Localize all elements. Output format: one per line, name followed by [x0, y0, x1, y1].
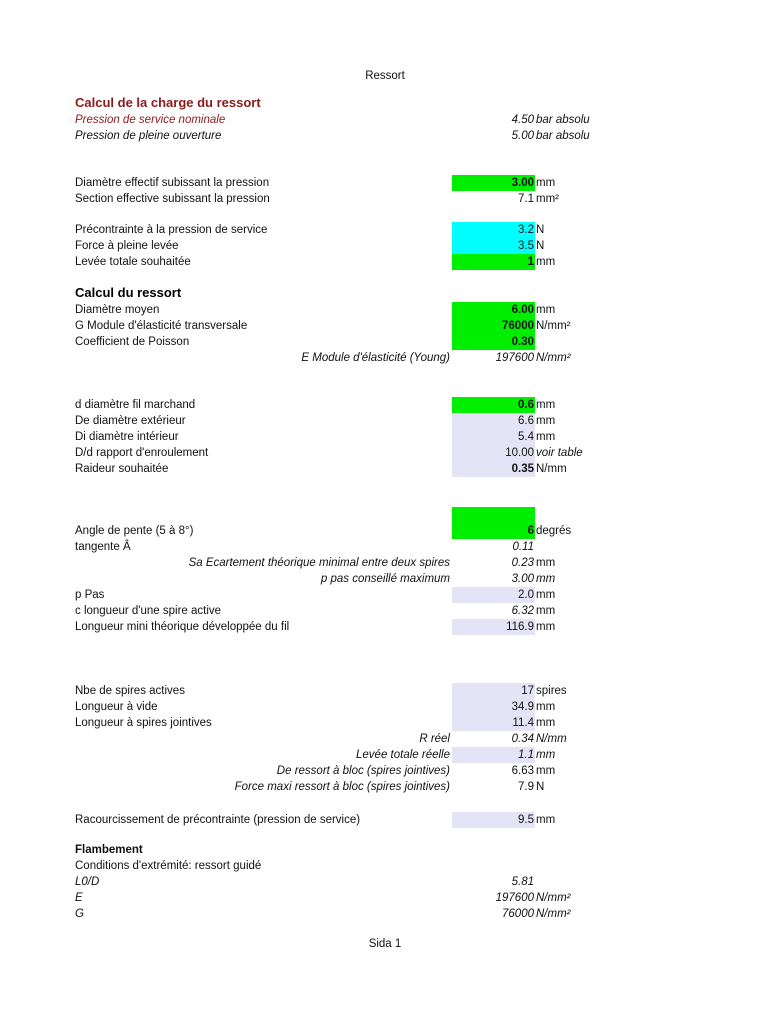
- row-value[interactable]: 6.6: [452, 413, 535, 429]
- row-label: Longueur à vide: [75, 701, 158, 713]
- row-pas: [75, 587, 675, 603]
- row-unit: mm: [536, 605, 556, 617]
- row-levee-reelle: [75, 747, 675, 763]
- row-unit: N/mm: [536, 733, 567, 745]
- row-unit: N/mm²: [536, 892, 571, 904]
- row-value[interactable]: 7.9: [518, 781, 534, 793]
- row-longueur-spire: [75, 603, 675, 619]
- row-label: Raideur souhaitée: [75, 463, 169, 475]
- row-r-reel: [75, 731, 675, 747]
- row-label: Levée totale réelle: [356, 749, 450, 761]
- row-precontrainte: [75, 222, 675, 238]
- row-value[interactable]: 5.4: [452, 429, 535, 445]
- row-unit: N: [536, 224, 545, 236]
- row-label: Levée totale souhaitée: [75, 256, 191, 268]
- row-label: Longueur mini théorique développée du fil: [75, 621, 290, 633]
- row-sa: [75, 555, 675, 571]
- row-label: R réel: [419, 733, 450, 745]
- row-value[interactable]: 0.34: [511, 733, 534, 745]
- row-racourcissement: [75, 812, 675, 828]
- row-label: L0/D: [75, 876, 100, 888]
- row-longueur-vide: [75, 699, 675, 715]
- spreadsheet: [75, 92, 675, 922]
- row-label: Racourcissement de précontrainte (pression de service): [75, 814, 361, 826]
- row-unit: N/mm²: [536, 352, 571, 364]
- row-unit: mm: [536, 177, 556, 189]
- row-pression-service: [75, 112, 675, 128]
- row-unit: mm: [536, 557, 556, 569]
- row-raideur: [75, 461, 675, 477]
- row-unit: mm²: [536, 193, 559, 205]
- row-unit: mm: [536, 701, 556, 713]
- row-unit: mm: [536, 304, 556, 316]
- row-label: Angle de pente (5 à 8°): [75, 525, 194, 537]
- row-conditions: [75, 858, 675, 874]
- row-force-bloc: [75, 779, 675, 795]
- row-unit: mm: [536, 589, 556, 601]
- row-value[interactable]: 34.9: [452, 699, 535, 715]
- row-label: Longueur à spires jointives: [75, 717, 212, 729]
- row-label: Coefficient de Poisson: [75, 336, 190, 348]
- row-label: Diamètre moyen: [75, 304, 160, 316]
- row-unit: mm: [536, 415, 556, 427]
- row-e: [75, 890, 675, 906]
- row-value[interactable]: 1: [452, 254, 535, 270]
- row-unit: spires: [536, 685, 567, 697]
- row-label: D/d rapport d'enroulement: [75, 447, 209, 459]
- row-value[interactable]: 0.35: [452, 461, 535, 477]
- section-title-flambement: [75, 842, 675, 858]
- row-unit: mm: [536, 431, 556, 443]
- row-unit: voir table: [536, 447, 583, 459]
- row-unit: mm: [536, 573, 556, 585]
- section-title-text: Calcul de la charge du ressort: [75, 95, 261, 110]
- row-pression-pleine: [75, 128, 675, 144]
- row-label: Conditions d'extrémité: ressort guidé: [75, 860, 262, 872]
- row-value[interactable]: 9.5: [452, 812, 535, 828]
- row-label: d diamètre fil marchand: [75, 399, 196, 411]
- row-value[interactable]: 10.00: [452, 445, 535, 461]
- row-unit: mm: [536, 621, 556, 633]
- row-label: Force maxi ressort à bloc (spires jointives): [234, 781, 450, 793]
- row-value[interactable]: 76000: [502, 908, 534, 920]
- page-footer: Sida 1: [368, 938, 402, 950]
- row-value[interactable]: 3.00: [452, 175, 535, 191]
- row-value[interactable]: 5.00: [511, 130, 534, 142]
- row-value[interactable]: 11.4: [452, 715, 535, 731]
- row-label: G: [75, 908, 84, 920]
- row-value[interactable]: 0.30: [452, 334, 535, 350]
- page-header: Ressort: [365, 70, 405, 82]
- row-label: tangente Â: [75, 541, 131, 553]
- row-diam-int: [75, 429, 675, 445]
- row-value[interactable]: 76000: [452, 318, 535, 334]
- row-label: p Pas: [75, 589, 105, 601]
- row-value[interactable]: 4.50: [511, 114, 534, 126]
- row-value[interactable]: 5.81: [511, 876, 534, 888]
- row-value[interactable]: 0.6: [452, 397, 535, 413]
- row-module-g: [75, 318, 675, 334]
- row-unit: N/mm²: [536, 320, 571, 332]
- row-diametre-effectif: [75, 175, 675, 191]
- row-value[interactable]: 7.1: [518, 193, 534, 205]
- row-value[interactable]: 6.63: [511, 765, 534, 777]
- row-angle: [75, 507, 675, 539]
- row-longueur-fil: [75, 619, 675, 635]
- row-unit: N/mm²: [536, 908, 571, 920]
- row-label: Pression de pleine ouverture: [75, 130, 222, 142]
- row-l0d: [75, 874, 675, 890]
- row-value[interactable]: 0.23: [511, 557, 534, 569]
- row-g: [75, 906, 675, 922]
- row-unit: mm: [536, 814, 556, 826]
- row-label: E: [75, 892, 83, 904]
- row-nbe-spires: [75, 683, 675, 699]
- row-diametre-moyen: [75, 302, 675, 318]
- row-module-e: [75, 350, 675, 366]
- row-unit: bar absolu: [536, 114, 590, 126]
- row-label: De ressort à bloc (spires jointives): [276, 765, 450, 777]
- row-value[interactable]: 0.11: [512, 541, 534, 553]
- section-title-text: Calcul du ressort: [75, 285, 182, 300]
- row-de-bloc: [75, 763, 675, 779]
- row-unit: mm: [536, 399, 556, 411]
- section-title-text: Flambement: [75, 844, 143, 856]
- row-value[interactable]: 197600: [495, 892, 534, 904]
- row-value[interactable]: 3.5: [452, 238, 535, 254]
- row-unit: mm: [536, 749, 556, 761]
- row-label: Sa Ecartement théorique minimal entre deux spires: [188, 557, 450, 569]
- row-longueur-jointives: [75, 715, 675, 731]
- row-poisson: [75, 334, 675, 350]
- row-label: Nbe de spires actives: [75, 685, 185, 697]
- row-label: E Module d'élasticité (Young): [301, 352, 450, 364]
- row-force-levee: [75, 238, 675, 254]
- row-value[interactable]: 197600: [495, 352, 534, 364]
- row-rapport: [75, 445, 675, 461]
- row-label: De diamètre extérieur: [75, 415, 186, 427]
- row-value[interactable]: 2.0: [452, 587, 535, 603]
- row-label: Di diamètre intérieur: [75, 431, 179, 443]
- row-value[interactable]: 116.9: [452, 619, 535, 635]
- row-unit: degrés: [536, 525, 572, 537]
- row-unit: mm: [536, 717, 556, 729]
- row-diam-ext: [75, 413, 675, 429]
- row-levee-totale: [75, 254, 675, 270]
- section-title-ressort: [75, 284, 675, 302]
- row-unit: N/mm: [536, 463, 567, 475]
- row-section-effective: [75, 191, 675, 207]
- row-value[interactable]: 17: [452, 683, 535, 699]
- row-label: Diamètre effectif subissant la pression: [75, 177, 270, 189]
- row-unit: mm: [536, 256, 556, 268]
- row-pas-conseille: [75, 571, 675, 587]
- row-label: G Module d'élasticité transversale: [75, 320, 248, 332]
- row-label: Précontrainte à la pression de service: [75, 224, 268, 236]
- row-label: Pression de service nominale: [75, 114, 226, 126]
- row-label: c longueur d'une spire active: [75, 605, 222, 617]
- row-value[interactable]: 3.2: [452, 222, 535, 238]
- row-unit: mm: [536, 765, 556, 777]
- row-value[interactable]: 6.00: [452, 302, 535, 318]
- row-value[interactable]: 1.1: [452, 747, 535, 763]
- row-tangente: [75, 539, 675, 555]
- row-label: Section effective subissant la pression: [75, 193, 270, 205]
- row-value[interactable]: 6.32: [511, 605, 534, 617]
- row-fil: [75, 397, 675, 413]
- row-unit: bar absolu: [536, 130, 590, 142]
- row-value[interactable]: 6: [452, 507, 535, 539]
- row-label: p pas conseillé maximum: [320, 573, 450, 585]
- section-title-charge: [75, 94, 675, 112]
- row-value[interactable]: 3.00: [511, 573, 534, 585]
- row-unit: N: [536, 240, 545, 252]
- row-unit: N: [536, 781, 545, 793]
- row-label: Force à pleine levée: [75, 240, 179, 252]
